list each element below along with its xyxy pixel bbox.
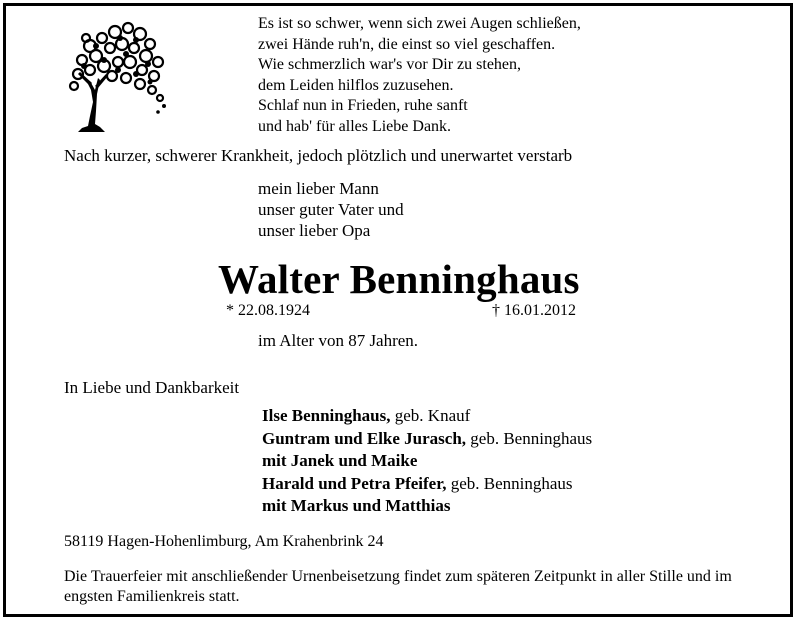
closing-text: In Liebe und Dankbarkeit xyxy=(64,378,240,397)
relation-line: unser lieber Opa xyxy=(258,221,371,240)
poem xyxy=(258,14,581,137)
mourner-name: mit Janek und Maike xyxy=(262,451,418,470)
poem-line: Es ist so schwer, wenn sich zwei Augen schließen, xyxy=(258,15,581,32)
mourner-row xyxy=(262,428,592,451)
mourner-suffix: geb. Benninghaus xyxy=(466,428,593,448)
relation-line: mein lieber Mann xyxy=(258,179,379,198)
mourner-row xyxy=(262,495,592,518)
poem-line: zwei Hände ruh'n, die einst so viel geschaffen. xyxy=(258,35,556,53)
ceremony-note: Die Trauerfeier mit anschließender Urnenbeisetzung findet zum späteren Zeitpunkt in aller Stille und im engsten Familienkreis statt. xyxy=(64,568,732,605)
tree-icon xyxy=(60,16,170,132)
mourners-list xyxy=(262,405,592,518)
mourner-suffix: geb. Knauf xyxy=(390,406,471,425)
mourner-suffix: geb. Benninghaus xyxy=(446,473,573,493)
age-text: im Alter von 87 Jahren. xyxy=(258,331,419,350)
poem-line: Schlaf nun in Frieden, ruhe sanft xyxy=(258,97,468,114)
mourner-name: Harald und Petra Pfeifer, xyxy=(262,473,447,493)
mourner-name: Ilse Benninghaus, xyxy=(262,406,391,425)
address: 58119 Hagen-Hohenlimburg, Am Krahenbrink 24 xyxy=(64,533,384,550)
intro-text: Nach kurzer, schwerer Krankheit, jedoch plötzlich und unerwartet verstarb xyxy=(64,146,573,165)
mourner-row xyxy=(262,473,592,496)
birth-date: * 22.08.1924 xyxy=(226,302,310,319)
relations xyxy=(258,178,404,241)
mourner-name: Guntram und Elke Jurasch, xyxy=(262,428,467,448)
poem-line: dem Leiden hilflos zuzusehen. xyxy=(258,76,454,94)
relation-line: unser guter Vater und xyxy=(258,200,404,219)
mourner-row xyxy=(262,405,592,428)
poem-line: Wie schmerzlich war's vor Dir zu stehen, xyxy=(258,56,522,73)
mourner-row xyxy=(262,450,592,473)
poem-line: und hab' für alles Liebe Dank. xyxy=(258,117,452,135)
death-date: † 16.01.2012 xyxy=(492,302,576,319)
mourner-name: mit Markus und Matthias xyxy=(262,496,451,515)
deceased-name: Walter Benninghaus xyxy=(218,256,580,302)
